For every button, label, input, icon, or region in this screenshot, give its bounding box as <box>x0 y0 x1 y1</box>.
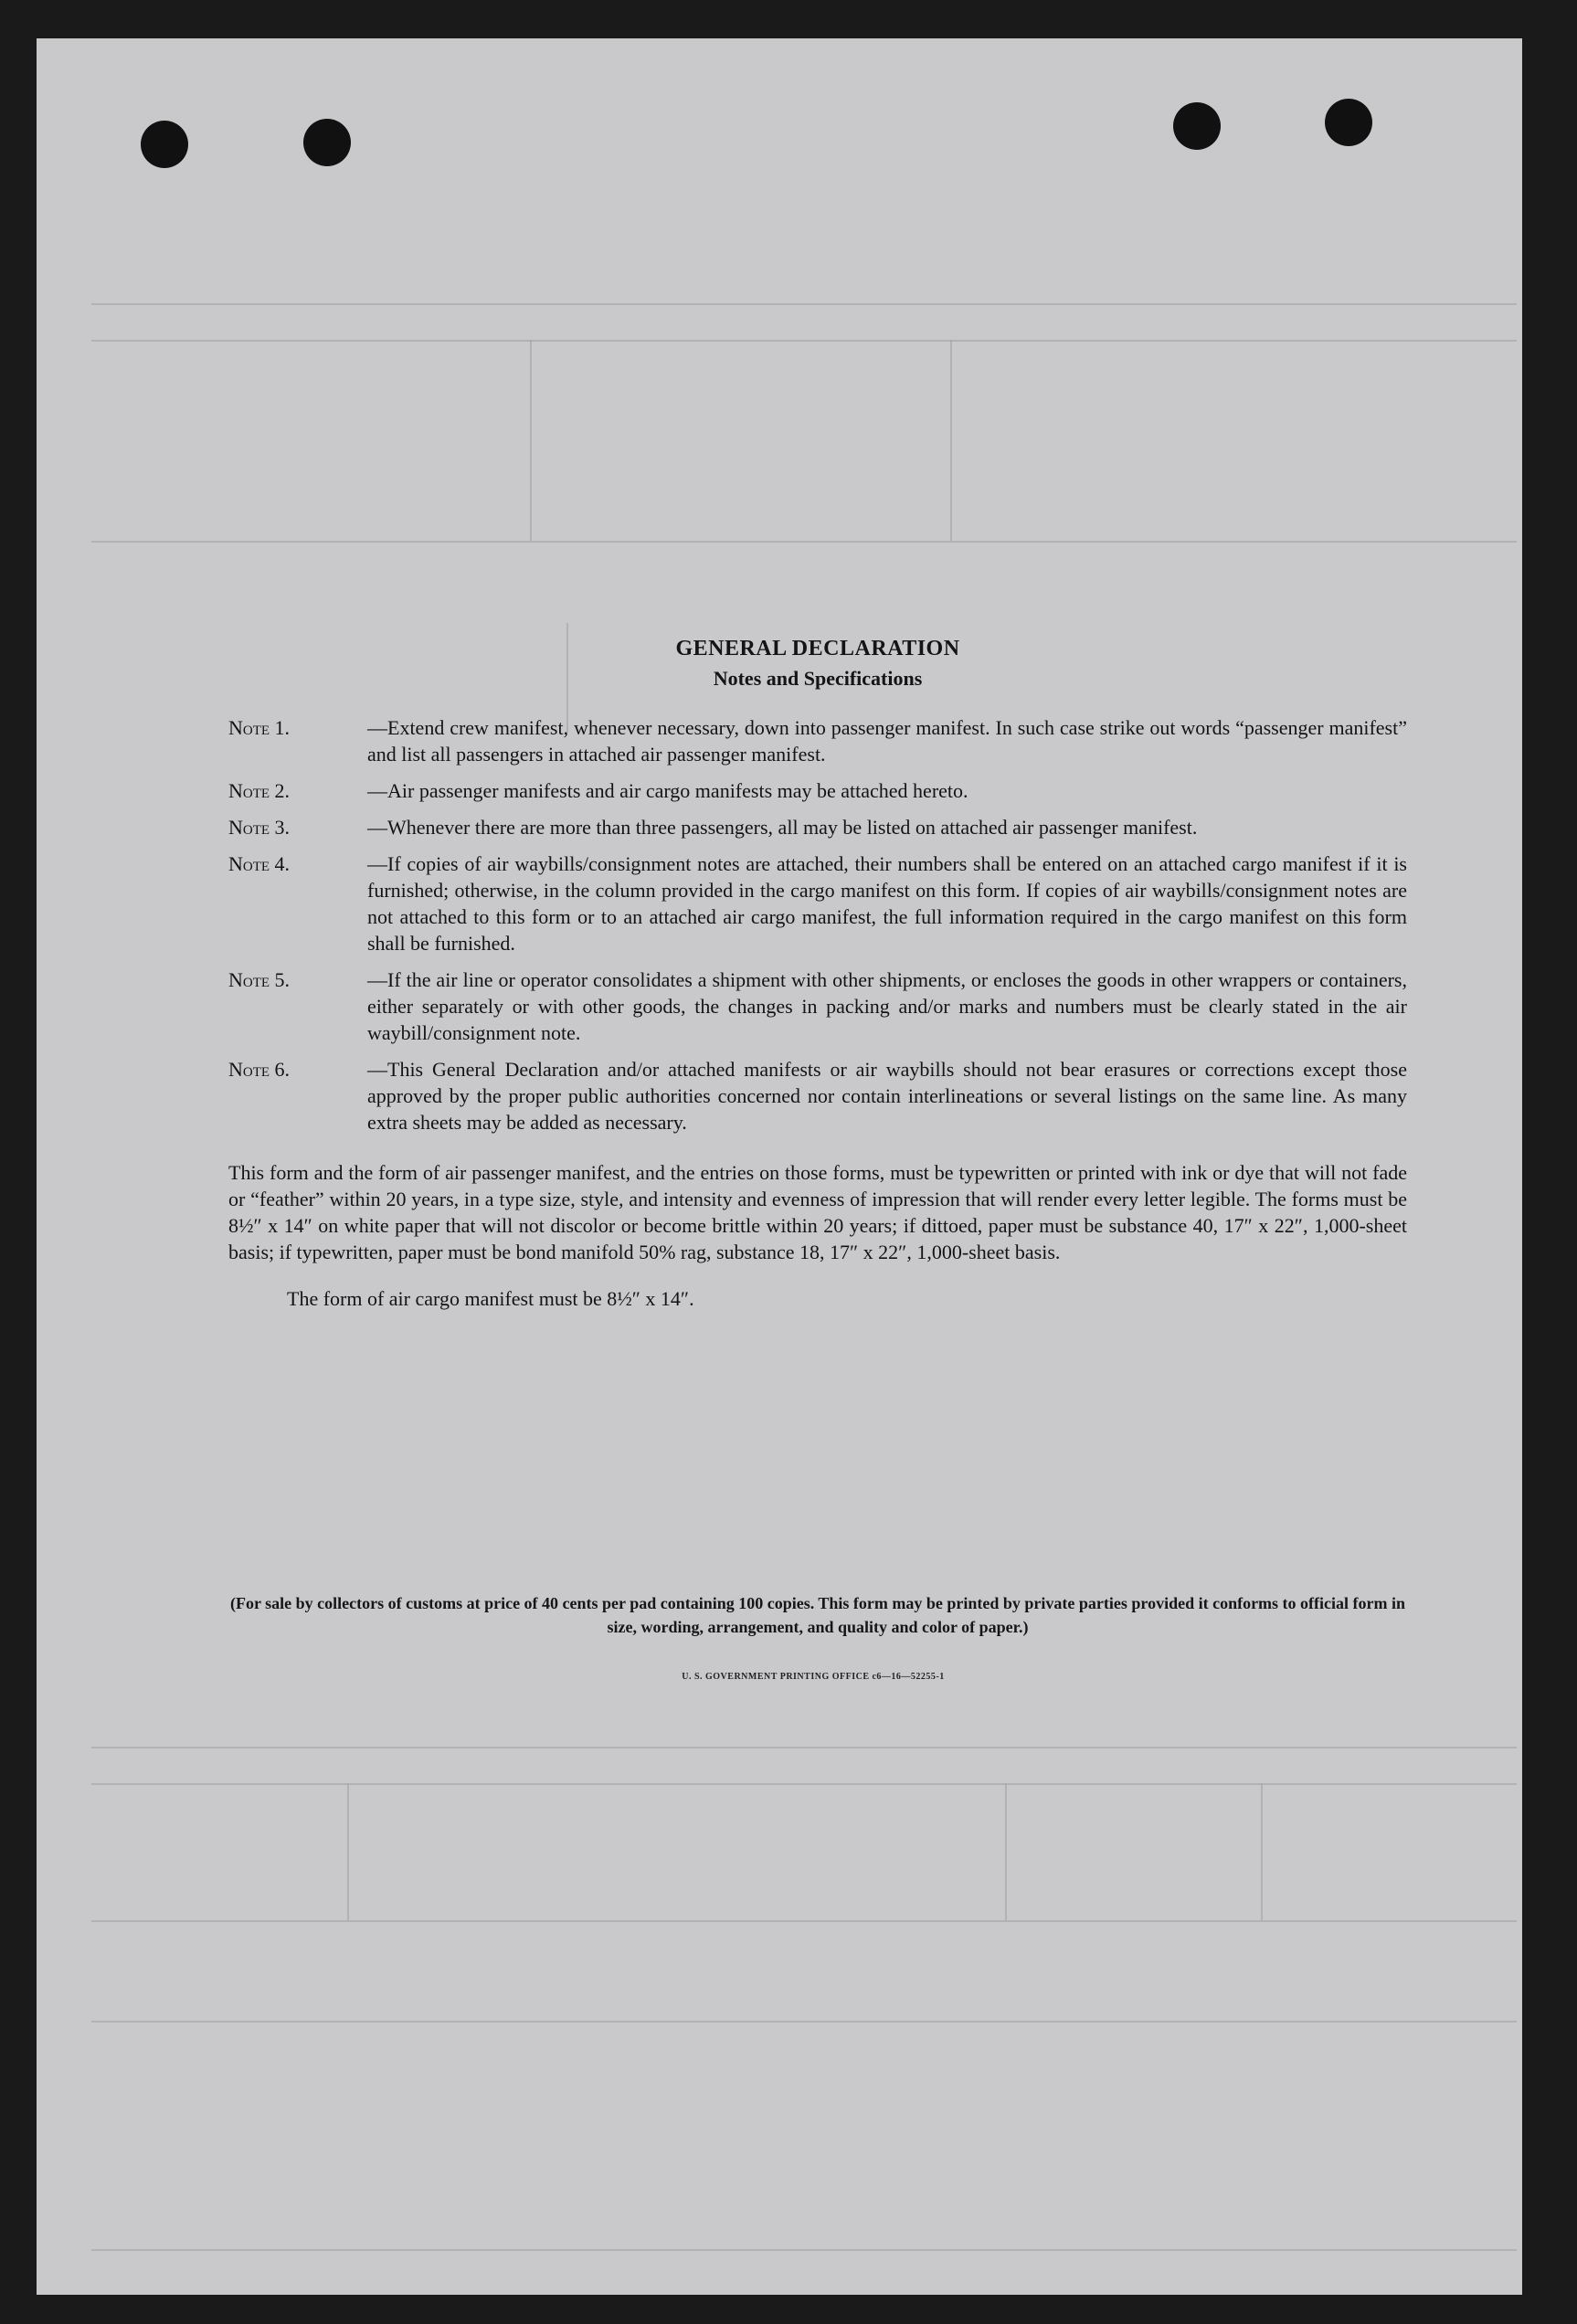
document-sheet <box>37 38 1522 2295</box>
notes-section <box>228 637 1407 1332</box>
bleed-through-line <box>530 340 532 541</box>
bleed-through-line <box>91 2021 1517 2023</box>
note-5 <box>228 967 1407 1046</box>
punch-hole <box>1325 99 1372 146</box>
note-text: —If copies of air waybills/consignment notes are attached, their numbers shall be entered on an attached cargo manifest if it is furnished; otherwise, in the column provided in the cargo manifest on this form. If copies of air waybills/consignment notes are not attached to this form or to an attached air cargo manifest, the full information required in the cargo manifest on this form shall be furnished. <box>367 852 1407 955</box>
bleed-through-line <box>91 1920 1517 1922</box>
note-label: Note 6. <box>228 1058 291 1081</box>
bleed-through-line <box>1005 1783 1007 1920</box>
punch-hole <box>303 119 351 166</box>
bleed-through-line <box>347 1783 349 1920</box>
note-label: Note 5. <box>228 968 291 991</box>
bleed-through-line <box>91 2249 1517 2251</box>
note-text: —If the air line or operator consolidates a shipment with other shipments, or encloses the goods in other wrappers or containers, either separately or with other goods, the changes in packing and/or marks and numbers must be clearly stated in the air waybill/consignment note. <box>367 968 1407 1044</box>
note-1 <box>228 714 1407 767</box>
note-text: —This General Declaration and/or attached manifests or air waybills should not bear erasures or corrections except those approved by the proper public authorities concerned nor contain interlineations or several listings on the same line. As many extra sheets may be added as necessary. <box>367 1058 1407 1134</box>
note-label: Note 4. <box>228 852 291 875</box>
bleed-through-line <box>91 1747 1517 1748</box>
note-label: Note 2. <box>228 779 291 802</box>
note-6 <box>228 1056 1407 1136</box>
note-text: —Whenever there are more than three passengers, all may be listed on attached air passenger manifest. <box>367 816 1198 839</box>
sale-notice: (For sale by collectors of customs at price of 40 cents per pad containing 100 copies. This form may be printed by private parties provided it conforms to official form in size, wording, arrangement, and quality and color of paper.) <box>229 1594 1406 1636</box>
note-label: Note 1. <box>228 716 291 739</box>
bleed-through-line <box>1261 1783 1263 1920</box>
note-2 <box>228 777 1407 804</box>
specification-paragraph: This form and the form of air passenger manifest, and the entries on those forms, must be typewritten or printed with ink or dye that will not fade or “feather” within 20 years, in a type size, style, and intensity and evenness of impression that will render every letter legible. The forms must be 8½″ x 14″ on white paper that will not discolor or become brittle within 20 years; if dittoed, paper must be substance 40, 17″ x 22″, 1,000-sheet basis; if typewritten, paper must be bond manifold 50% rag, substance 18, 17″ x 22″, 1,000-sheet basis. <box>228 1161 1407 1263</box>
bleed-through-line <box>91 303 1517 305</box>
printer-imprint: U. S. GOVERNMENT PRINTING OFFICE c6—16—52255-1 <box>682 1672 945 1682</box>
document-subtitle: Notes and Specifications <box>713 667 923 690</box>
document-title: GENERAL DECLARATION <box>675 637 960 660</box>
note-4 <box>228 850 1407 956</box>
note-text: —Air passenger manifests and air cargo manifests may be attached hereto. <box>367 779 968 802</box>
cargo-manifest-size-note: The form of air cargo manifest must be 8½″ x 14″. <box>287 1287 694 1310</box>
bleed-through-line <box>91 541 1517 543</box>
bleed-through-line <box>91 340 1517 342</box>
note-label: Note 3. <box>228 816 291 839</box>
note-3 <box>228 814 1407 840</box>
bleed-through-line <box>91 1783 1517 1785</box>
punch-hole <box>141 121 188 168</box>
note-text: —Extend crew manifest, whenever necessary, down into passenger manifest. In such case strike out words “passenger manifest” and list all passengers in attached air passenger manifest. <box>367 716 1407 766</box>
punch-hole <box>1173 102 1221 150</box>
bleed-through-line <box>950 340 952 541</box>
